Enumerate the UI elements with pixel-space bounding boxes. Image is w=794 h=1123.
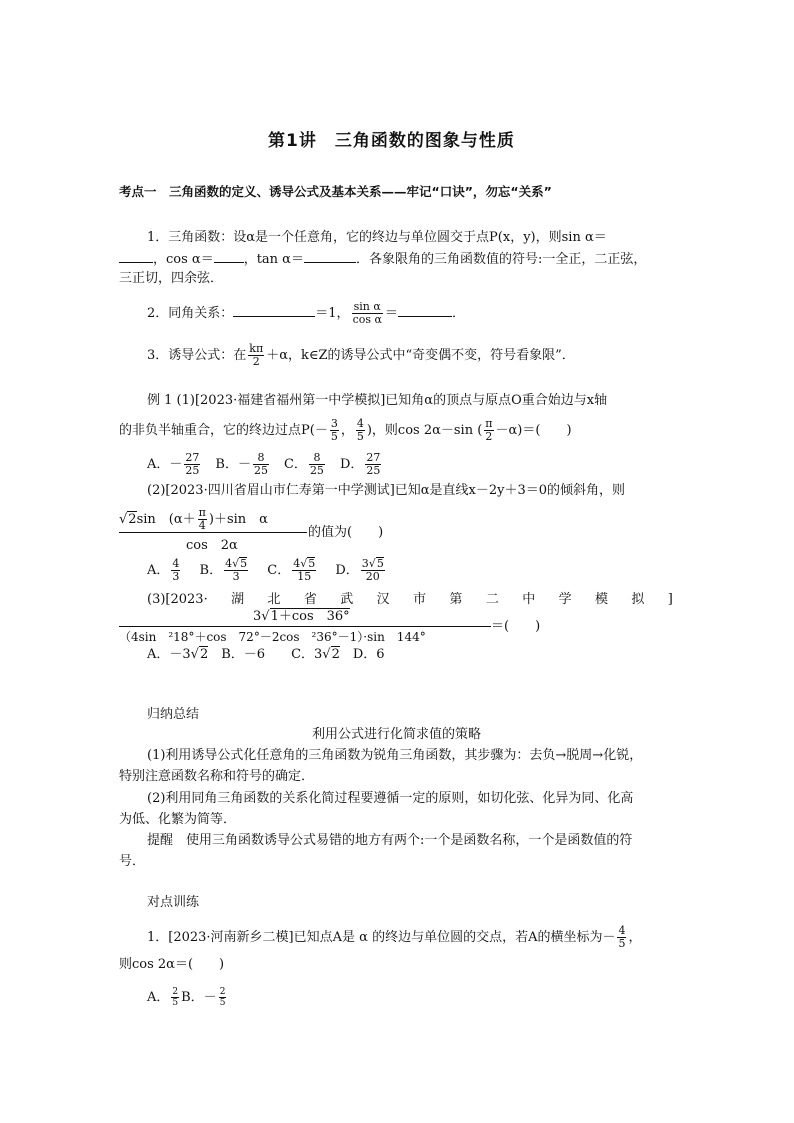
ex2-tail: 的值为( )	[308, 525, 384, 540]
option-a-fraction	[184, 452, 200, 477]
summary-p2-line1: (2)利用同角三角函数的关系化简过程要遵循一定的原则，如切化弦、化异为同、化高	[147, 791, 634, 806]
ex3-heading-part: 市	[413, 592, 427, 607]
practice-text: 1．[2023·河南新乡二模]已知点A是 α 的终边与单位圆的交点，若A的横坐标为－	[147, 930, 616, 945]
frac-den: 25	[366, 464, 381, 477]
option-c-fraction	[309, 452, 325, 477]
summary-p1-line2: 特别注意函数名称和符号的确定．	[119, 769, 315, 784]
practice-heading: 对点训练	[147, 895, 200, 910]
blank-sin[interactable]	[119, 250, 153, 263]
frac-num: 4	[356, 417, 364, 430]
item3-text-a: 3．诱导公式：在	[147, 348, 247, 363]
fraction-4-5	[617, 925, 626, 950]
fraction-bar	[119, 532, 307, 533]
radicand: 5	[240, 557, 248, 570]
coef: 4	[225, 557, 233, 570]
option-c-fraction	[292, 557, 316, 583]
item2-text-d: ．	[451, 306, 465, 321]
item1-line2	[119, 250, 646, 268]
radicand: 2	[199, 647, 209, 662]
frac-num	[224, 557, 248, 570]
blank-tan-value[interactable]	[398, 304, 452, 317]
ex3-heading-part: 武	[340, 592, 354, 607]
fraction-3-5	[330, 418, 339, 443]
summary-p1-line1: (1)利用诱导公式化任意角的三角函数为锐角三角函数，其步骤为：去负→脱周→化锐，	[147, 748, 643, 763]
summary-heading: 归纳总结	[147, 707, 200, 722]
summary-p3-line1: 提醒 使用三角函数诱导公式易错的地方有两个:一个是函数名称，一个是函数值的符	[147, 833, 633, 848]
ex3-heading-part: 模	[594, 592, 608, 607]
option-d-fraction	[365, 452, 381, 477]
ex1-line1: 例 1 (1)[2023·福建省福州第一中学模拟]已知角α的顶点与原点O重合始边与x轴	[147, 393, 608, 408]
sqrt-icon: √	[261, 609, 270, 624]
frac-den: 25	[185, 464, 200, 477]
frac-den: 5	[219, 998, 226, 1008]
frac-num: 3	[330, 417, 338, 430]
ex3-heading-part: 第	[449, 592, 463, 607]
summary-p3-line2: 号．	[119, 854, 146, 869]
ex3-denominator: （4sin ²18°＋cos 72°－2cos ²36°－1）·sin 144°	[119, 630, 426, 644]
fraction-4-5	[356, 418, 365, 443]
frac-den: 3	[172, 569, 180, 583]
ex1-options	[147, 452, 383, 477]
option-a-fraction	[171, 558, 180, 583]
ex3-options	[147, 646, 385, 663]
frac-den: 2	[485, 430, 493, 443]
option-b[interactable]	[199, 557, 251, 583]
frac-num	[292, 557, 316, 570]
option-c[interactable]	[267, 557, 318, 583]
blank-identity[interactable]	[233, 304, 315, 317]
frac-den: 5	[618, 937, 626, 950]
sqrt-icon: √	[300, 557, 308, 570]
practice-options	[147, 987, 228, 1008]
ex2-options	[147, 557, 387, 583]
coef: 3	[361, 557, 369, 570]
item2-text-a: 2．同角关系：	[147, 306, 234, 321]
frac-num: π	[198, 506, 206, 519]
item2-text-c: ＝	[384, 306, 398, 321]
ex3-numerator	[253, 608, 350, 625]
ex1-line2	[119, 418, 572, 443]
ex3-heading-part: 湖	[231, 592, 245, 607]
option-b-fraction	[224, 557, 248, 583]
frac-num: 2	[172, 987, 179, 997]
radicand: 2	[128, 512, 137, 527]
fraction-tan	[352, 301, 383, 326]
option-a[interactable]	[147, 451, 202, 477]
frac-num: π	[485, 417, 493, 430]
ex2-num-b: sin (α＋	[136, 512, 196, 527]
option-d-label[interactable]: D．6	[339, 647, 385, 662]
ex2-numerator	[119, 507, 268, 532]
option-d[interactable]	[339, 451, 383, 477]
ex3-heading-part: (3)[2023·	[147, 592, 208, 607]
frac-num: 8	[313, 451, 321, 464]
fraction-kpi	[248, 343, 264, 368]
radicand: 1＋cos 36°	[270, 609, 350, 624]
option-b-label: B．	[199, 562, 223, 578]
coef: 3	[253, 609, 262, 624]
item3-line	[147, 343, 575, 368]
option-c-label: C．	[267, 562, 291, 578]
ex2-denominator: cos 2α	[186, 538, 238, 553]
option-a-label: A．	[147, 990, 170, 1005]
blank-tan[interactable]	[304, 250, 356, 263]
item1-line1	[147, 230, 607, 246]
option-a-label: A．	[147, 562, 170, 578]
item1-line3: 三正切，四余弦．	[119, 271, 224, 286]
option-d[interactable]	[335, 557, 386, 583]
frac-den: 5	[356, 430, 364, 443]
frac-num: 4	[618, 924, 626, 937]
fraction-pi-4	[198, 507, 207, 532]
ex3-heading-part: 省	[303, 592, 317, 607]
item1-text-a: 1．三角函数：设α是一个任意角，它的终边与单位圆交于点P(x，y)，则sin α＝	[147, 230, 607, 245]
item1-text-b: ，cos α＝	[153, 252, 214, 267]
option-a-label[interactable]: A．－3	[147, 647, 191, 662]
coef: 4	[293, 557, 301, 570]
frac-den: 25	[309, 464, 324, 477]
fraction-bar	[119, 626, 491, 627]
frac-den: 5	[330, 430, 338, 443]
option-a[interactable]	[147, 556, 182, 583]
radicand: 5	[376, 557, 384, 570]
option-b-label: B．－	[215, 457, 251, 472]
ex3-heading-part: 二	[485, 592, 499, 607]
blank-cos[interactable]	[214, 250, 244, 263]
sqrt-icon: √	[368, 557, 376, 570]
option-c-label: C．	[283, 457, 307, 472]
sqrt-icon: √	[190, 647, 199, 662]
option-d-label: D．	[335, 562, 359, 578]
sqrt-icon: √	[119, 512, 128, 527]
item2-line	[147, 301, 465, 326]
ex3-heading-part: 学	[558, 592, 572, 607]
ex1-text-c: )，则cos 2α－sin (	[366, 423, 483, 438]
option-bc-label[interactable]: B．－6 C．3	[208, 647, 323, 662]
frac-den: 15	[292, 570, 316, 583]
option-b-fraction	[253, 452, 269, 477]
radicand: 2	[331, 647, 340, 662]
practice-text-end: ，	[628, 930, 642, 945]
option-d-fraction	[361, 557, 385, 583]
option-a-label: A．－	[147, 457, 183, 472]
summary-p2-line2: 为低、化繁为简等．	[119, 812, 237, 827]
frac-num: kπ	[249, 342, 264, 355]
ex2-num-c: )＋sin α	[208, 512, 268, 527]
item1-text-c: ，tan α＝	[243, 252, 304, 267]
frac-num	[361, 557, 385, 570]
frac-num: 27	[366, 451, 381, 464]
ex1-text-b: ，	[340, 423, 354, 438]
ex3-heading-part: 中	[522, 592, 536, 607]
item3-text-b: ＋α，k∈Z的诱导公式中“奇变偶不变，符号看象限”．	[266, 348, 575, 363]
option-a-fraction	[171, 987, 179, 1008]
frac-den: 3	[224, 570, 248, 583]
frac-den: 5	[172, 998, 179, 1008]
ex3-heading-part: 北	[267, 592, 281, 607]
ex3-heading-part: 汉	[376, 592, 390, 607]
option-b-fraction	[219, 987, 227, 1008]
frac-den: cos α	[352, 313, 382, 326]
frac-num: 27	[185, 451, 200, 464]
option-c[interactable]	[283, 451, 327, 477]
frac-num: 4	[172, 556, 180, 570]
frac-den: 25	[253, 464, 268, 477]
option-b[interactable]	[215, 451, 271, 477]
item2-text-b: ＝1，	[315, 306, 350, 321]
fraction-pi-2	[484, 418, 493, 443]
ex1-text-a: 的非负半轴重合，它的终边过点P(－	[119, 423, 328, 438]
option-a[interactable]	[147, 987, 181, 1008]
option-b-label: B．－	[181, 990, 217, 1005]
sqrt-icon: √	[232, 557, 240, 570]
option-b[interactable]	[181, 987, 228, 1008]
page-title: 第1讲 三角函数的图象与性质	[268, 131, 515, 151]
ex3-heading-part: 拟	[631, 592, 645, 607]
sqrt-icon: √	[322, 647, 331, 662]
ex3-tail: ＝( )	[491, 619, 541, 634]
item1-text-d: ．各象限角的三角函数值的符号:一全正，二正弦，	[355, 252, 647, 267]
ex3-heading	[147, 592, 673, 608]
practice-line1	[147, 925, 641, 950]
frac-num: 2	[219, 987, 226, 997]
option-d-label: D．	[339, 457, 364, 472]
frac-num: 8	[257, 451, 265, 464]
ex3-heading-part: ]	[667, 592, 673, 607]
frac-den: 2	[248, 355, 264, 368]
frac-den: 20	[361, 570, 385, 583]
radicand: 5	[308, 557, 316, 570]
ex2-line1: (2)[2023·四川省眉山市仁寿第一中学测试]已知α是直线x－2y＋3＝0的倾斜角，则	[147, 483, 626, 498]
frac-den: 4	[198, 519, 206, 532]
frac-num: sin α	[353, 300, 381, 313]
section-heading: 考点一 三角函数的定义、诱导公式及基本关系——牢记“口诀”，勿忘“关系”	[119, 184, 552, 199]
summary-subtitle: 利用公式进行化简求值的策略	[312, 727, 482, 742]
practice-line2: 则cos 2α＝( )	[119, 957, 225, 972]
ex1-text-d: －α)＝( )	[495, 423, 572, 438]
